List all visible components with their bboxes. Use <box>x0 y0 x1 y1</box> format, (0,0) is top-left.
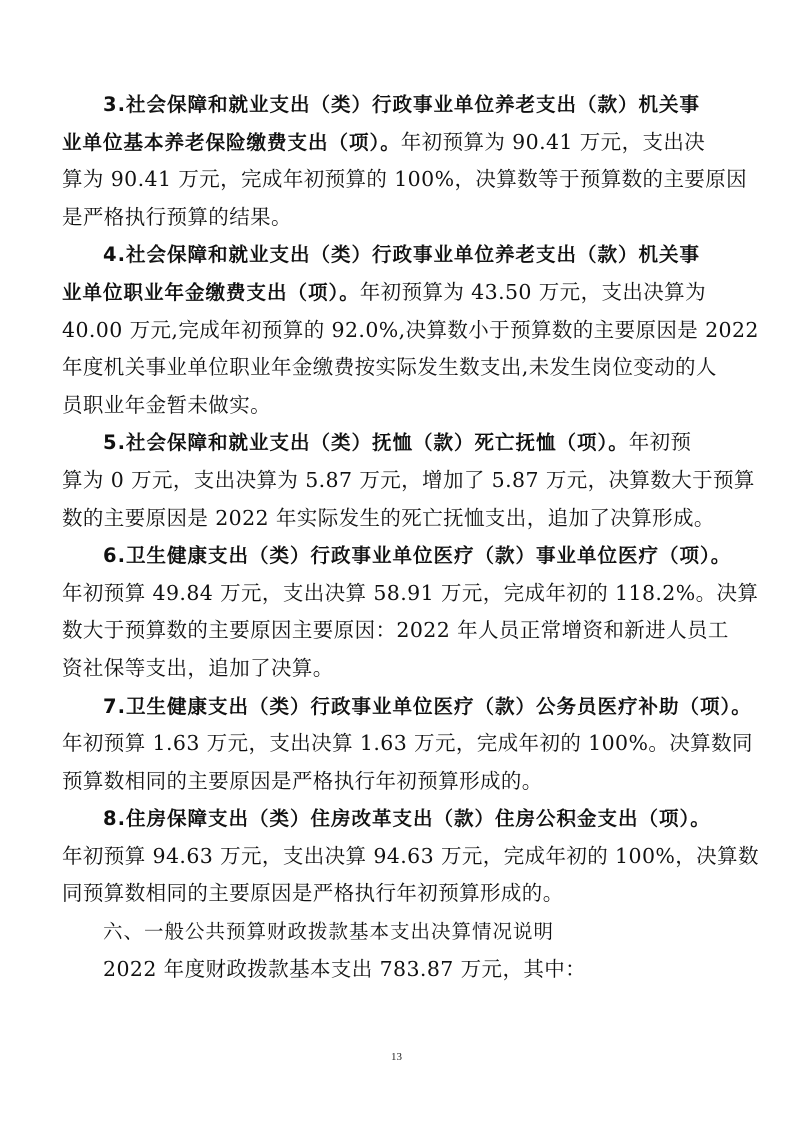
paragraph-item-5 <box>62 424 755 537</box>
item-body: 年初预算为 90.41 万元，支出决 <box>400 129 706 154</box>
item-heading: 8.住房保障支出（类）住房改革支出（款）住房公积金支出（项）。 <box>103 807 711 831</box>
item-heading: 4.社会保障和就业支出（类）行政事业单位养老支出（款）机关事 <box>103 243 700 267</box>
item-heading: 6.卫生健康支出（类）行政事业单位医疗（款）事业单位医疗（项）。 <box>103 544 732 568</box>
paragraph-item-6 <box>62 537 759 687</box>
page-number: 13 <box>391 1051 402 1063</box>
document-body <box>62 86 759 988</box>
item-heading: 7.卫生健康支出（类）行政事业单位医疗（款）公务员医疗补助（项）。 <box>103 694 752 718</box>
text-line <box>62 688 752 726</box>
paragraph-item-7 <box>62 688 753 801</box>
text-line: 是严格执行预算的结果。 <box>62 204 292 229</box>
text-line: 年度机关事业单位职业年金缴费按实际发生数支出,未发生岗位变动的人 <box>62 355 717 380</box>
paragraph-item-3 <box>62 86 748 236</box>
item-heading: 业单位基本养老保险缴费支出（项）。 <box>62 130 401 154</box>
text-line: 员职业年金暂未做实。 <box>62 392 271 417</box>
text-line: 年初预算 49.84 万元，支出决算 58.91 万元，完成年初的 118.2%。决算 <box>62 580 759 605</box>
text-line <box>62 424 742 462</box>
text-line: 同预算数相同的主要原因是严格执行年初预算形成的。 <box>62 881 564 906</box>
paragraph-item-8 <box>62 800 759 913</box>
text-line <box>62 86 742 124</box>
paragraph-item-4 <box>62 236 759 424</box>
text-line: 年初预算 1.63 万元，支出决算 1.63 万元，完成年初的 100%。决算数同 <box>62 731 753 756</box>
text-line <box>62 236 742 274</box>
item-heading: 5.社会保障和就业支出（类）抚恤（款）死亡抚恤（项）。 <box>103 431 629 455</box>
text-line <box>62 274 742 312</box>
text-line: 算为 0 万元，支出决算为 5.87 万元，增加了 5.87 万元，决算数大于预算 <box>62 467 755 492</box>
text-line: 数的主要原因是 2022 年实际发生的死亡抚恤支出，追加了决算形成。 <box>62 505 715 530</box>
text-line <box>62 537 742 575</box>
item-heading: 业单位职业年金缴费支出（项）。 <box>62 280 360 304</box>
section-heading: 六、一般公共预算财政拨款基本支出决算情况说明 <box>103 920 555 944</box>
text-line: 资社保等支出，追加了决算。 <box>62 655 334 680</box>
text-line: 数大于预算数的主要原因主要原因：2022 年人员正常增资和新进人员工 <box>62 618 729 643</box>
text-line: 年初预算 94.63 万元，支出决算 94.63 万元，完成年初的 100%，决算数 <box>62 843 759 868</box>
text-line: 算为 90.41 万元，完成年初预算的 100%，决算数等于预算数的主要原因 <box>62 167 748 192</box>
item-heading: 3.社会保障和就业支出（类）行政事业单位养老支出（款）机关事 <box>103 93 700 116</box>
text-line: 40.00 万元,完成年初预算的 92.0%,决算数小于预算数的主要原因是 2022 <box>62 317 759 342</box>
item-body: 年初预算为 43.50 万元，支出决算为 <box>359 279 706 304</box>
text-line <box>62 124 742 162</box>
text-line <box>62 800 742 838</box>
section-body: 2022 年度财政拨款基本支出 783.87 万元，其中： <box>103 956 587 981</box>
text-line: 预算数相同的主要原因是严格执行年初预算形成的。 <box>62 768 543 793</box>
item-body: 年初预 <box>628 430 692 455</box>
